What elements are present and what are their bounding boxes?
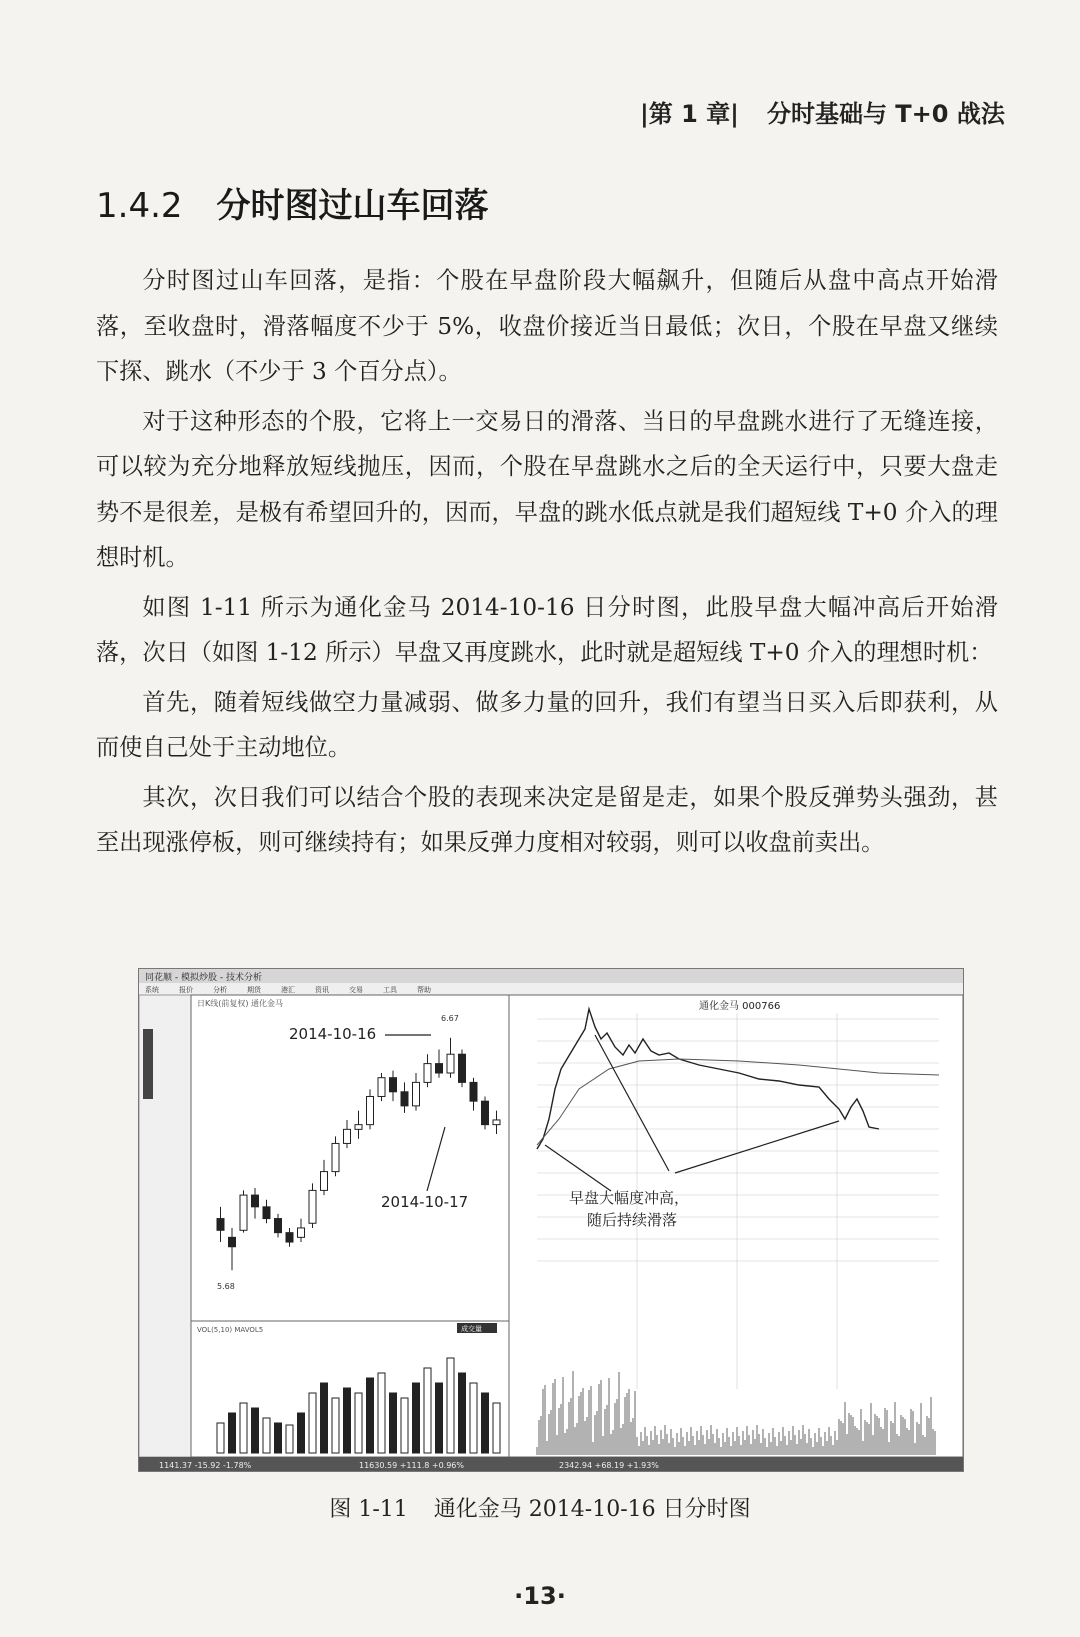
annotation-date-1: 2014-10-16 — [289, 1025, 377, 1043]
volume-bar — [447, 1358, 454, 1453]
candle-body — [413, 1082, 420, 1105]
volume-bar — [390, 1393, 397, 1453]
paragraph: 首先，随着短线做空力量减弱、做多力量的回升，我们有望当日买入后即获利，从而使自己处于主动地位。 — [96, 688, 998, 761]
candle-body — [217, 1219, 224, 1231]
menu-item: 工具 — [383, 986, 397, 994]
volume-bar — [355, 1393, 362, 1453]
body-text — [96, 258, 998, 870]
candle-body — [424, 1064, 431, 1083]
paragraph: 分时图过山车回落，是指：个股在早盘阶段大幅飙升，但随后从盘中高点开始滑落，至收盘时，滑落幅度不少于 5%，收盘价接近当日最低；次日，个股在早盘又继续下探、跳水（不少于 3 个百分点）。 — [96, 267, 998, 385]
volume-bar — [309, 1393, 316, 1453]
candle-body — [447, 1054, 454, 1073]
intraday-panel — [509, 995, 963, 1457]
volume-bar — [344, 1388, 351, 1453]
volume-label: VOL(5,10) MAVOL5 — [197, 1326, 264, 1334]
stock-chart-figure — [138, 968, 964, 1472]
candle-body — [401, 1092, 408, 1106]
section-number: 1.4.2 — [96, 186, 183, 226]
volume-bar — [378, 1373, 385, 1453]
status-bar — [139, 1457, 963, 1471]
candle-body — [367, 1096, 374, 1124]
volume-bar — [217, 1423, 224, 1453]
candle-body — [298, 1228, 305, 1237]
menu-items — [145, 985, 431, 994]
candle-body — [309, 1190, 316, 1223]
candle-body — [321, 1172, 328, 1191]
candle-body — [482, 1101, 489, 1124]
status-right: 2342.94 +68.19 +1.93% — [559, 1461, 659, 1470]
menu-item: 港汇 — [281, 986, 295, 994]
volume-bar — [367, 1378, 374, 1453]
volume-bar — [482, 1393, 489, 1453]
paragraph: 其次，次日我们可以结合个股的表现来决定是留是走，如果个股反弹势头强劲，甚至出现涨停板，则可继续持有；如果反弹力度相对较弱，则可以收盘前卖出。 — [96, 783, 998, 856]
candle-body — [378, 1078, 385, 1097]
annotation-line-1: 早盘大幅度冲高， — [569, 1189, 690, 1207]
running-header — [640, 94, 1040, 129]
section-title — [96, 178, 489, 227]
menu-item: 报价 — [179, 986, 193, 994]
annotation-date-2: 2014-10-17 — [381, 1193, 469, 1211]
stock-name: 通化金马 000766 — [699, 1001, 781, 1012]
candle-body — [229, 1237, 236, 1246]
menu-item: 分析 — [213, 986, 227, 994]
candle-body — [493, 1120, 500, 1125]
volume-bar — [252, 1408, 259, 1453]
volume-bar — [470, 1383, 477, 1453]
paragraph: 对于这种形态的个股，它将上一交易日的滑落、当日的早盘跳水进行了无缝连接，可以较为充分地释放短线抛压，因而，个股在早盘跳水之后的全天运行中，只要大盘走势不是很差，是极有希望回升的，因而，早盘的跳水低点就是我们超短线 T+0 介入的理想时机。 — [96, 407, 998, 571]
menu-item: 期货 — [247, 986, 261, 994]
volume-bar — [424, 1368, 431, 1453]
app-title: 同花顺 - 模拟炒股 - 技术分析 — [145, 973, 262, 983]
kline-label: 日K线(前复权) 通化金马 — [197, 999, 284, 1008]
status-mid: 11630.59 +111.8 +0.96% — [359, 1461, 464, 1470]
candle-body — [344, 1129, 351, 1143]
candle-body — [263, 1207, 270, 1219]
volume-tag: 成交量 — [461, 1325, 482, 1333]
volume-bar — [240, 1403, 247, 1453]
volume-bar — [332, 1398, 339, 1453]
volume-bar — [263, 1418, 270, 1453]
volume-bar — [493, 1403, 500, 1453]
page-number: ·13· — [514, 1582, 566, 1610]
volume-bar — [321, 1383, 328, 1453]
volume-bar — [298, 1413, 305, 1453]
volume-bar — [286, 1425, 293, 1453]
figure-caption — [0, 1492, 1080, 1523]
kline-panel — [191, 995, 509, 1321]
low-price-label: 5.68 — [217, 1282, 235, 1291]
stock-chart-screenshot — [139, 969, 963, 1471]
annotation-line-2: 随后持续滑落 — [587, 1211, 678, 1229]
caption-label: 图 1-11 — [329, 1497, 408, 1522]
volume-bar — [275, 1423, 282, 1453]
paragraph: 如图 1-11 所示为通化金马 2014-10-16 日分时图，此股早盘大幅冲高后开始滑落，次日（如图 1-12 所示）早盘又再度跳水，此时就是超短线 T+0 介入的理想时机： — [96, 593, 998, 666]
candle-body — [240, 1195, 247, 1230]
status-left: 1141.37 -15.92 -1.78% — [159, 1461, 252, 1470]
candle-body — [470, 1082, 477, 1101]
volume-bar — [436, 1383, 443, 1453]
candle-body — [390, 1078, 397, 1092]
candle-body — [252, 1195, 259, 1207]
menu-item: 交易 — [349, 986, 363, 994]
volume-bar — [229, 1413, 236, 1453]
candle-body — [459, 1054, 466, 1082]
menu-item: 系统 — [145, 986, 159, 994]
high-price-label: 6.67 — [441, 1014, 459, 1023]
candle-body — [275, 1219, 282, 1233]
candle-body — [286, 1233, 293, 1242]
section-heading: 分时图过山车回落 — [216, 186, 489, 226]
menu-item: 帮助 — [417, 986, 431, 994]
candle-body — [332, 1143, 339, 1171]
chapter-label: |第 1 章| — [640, 100, 739, 128]
caption-text: 通化金马 2014-10-16 日分时图 — [433, 1497, 751, 1522]
menu-bar — [139, 983, 963, 995]
volume-bar — [401, 1398, 408, 1453]
menu-item: 资讯 — [315, 986, 329, 994]
candle-body — [355, 1125, 362, 1130]
chapter-title: 分时基础与 T+0 战法 — [766, 100, 1005, 128]
app-title-bar — [139, 969, 963, 983]
volume-bar — [413, 1383, 420, 1453]
volume-bar — [459, 1373, 466, 1453]
candle-body — [436, 1064, 443, 1073]
sidebar-tab — [143, 1029, 153, 1099]
